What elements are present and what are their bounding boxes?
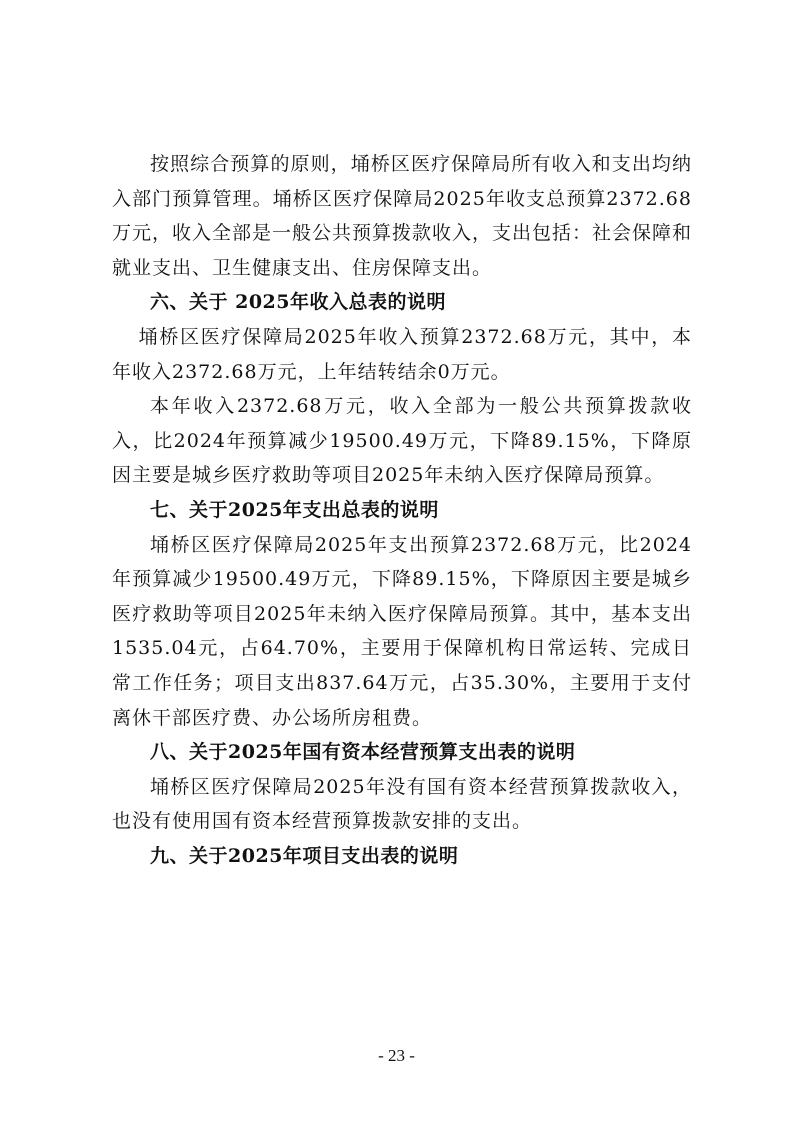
heading-state-capital: 八、关于2025年国有资本经营预算支出表的说明 bbox=[150, 741, 576, 764]
heading-expenditure-summary: 七、关于2025年支出总表的说明 bbox=[150, 498, 439, 521]
page-number: - 23 - bbox=[378, 1046, 415, 1065]
paragraph-income-budget: 埇桥区医疗保障局2025年收入预算2372.68万元，其中，本年收入2372.68万元，上年结转结余0万元。 bbox=[112, 325, 692, 383]
paragraph-expenditure-detail: 埇桥区医疗保障局2025年支出预算2372.68万元，比2024年预算减少19500.49万元，下降89.15%，下降原因主要是城乡医疗救助等项目2025年未纳入医疗保障局预算。其中，基本支出1535.04元，占64.70%，主要用于保障机构日常运转、完成日常工作任务；项目支出837.64万元，占35.30%，主要用于支付离休干部医疗费、办公场所房租费。 bbox=[112, 533, 692, 729]
paragraph-budget-principle: 按照综合预算的原则，埇桥区医疗保障局所有收入和支出均纳入部门预算管理。埇桥区医疗保障局2025年收支总预算2372.68万元，收入全部是一般公共预算拨款收入，支出包括：社会保障和就业支出、卫生健康支出、住房保障支出。 bbox=[112, 153, 693, 279]
paragraph-state-capital: 埇桥区医疗保障局2025年没有国有资本经营预算拨款收入，也没有使用国有资本经营预算拨款安排的支出。 bbox=[112, 775, 692, 833]
paragraph-income-detail: 本年收入2372.68万元，收入全部为一般公共预算拨款收入，比2024年预算减少19500.49万元，下降89.15%，下降原因主要是城乡医疗救助等项目2025年未纳入医疗保障局预算。 bbox=[112, 395, 692, 487]
heading-income-summary: 六、关于 2025年收入总表的说明 bbox=[150, 291, 446, 314]
heading-project-expenditure: 九、关于2025年项目支出表的说明 bbox=[150, 844, 459, 867]
document-body bbox=[112, 147, 692, 873]
